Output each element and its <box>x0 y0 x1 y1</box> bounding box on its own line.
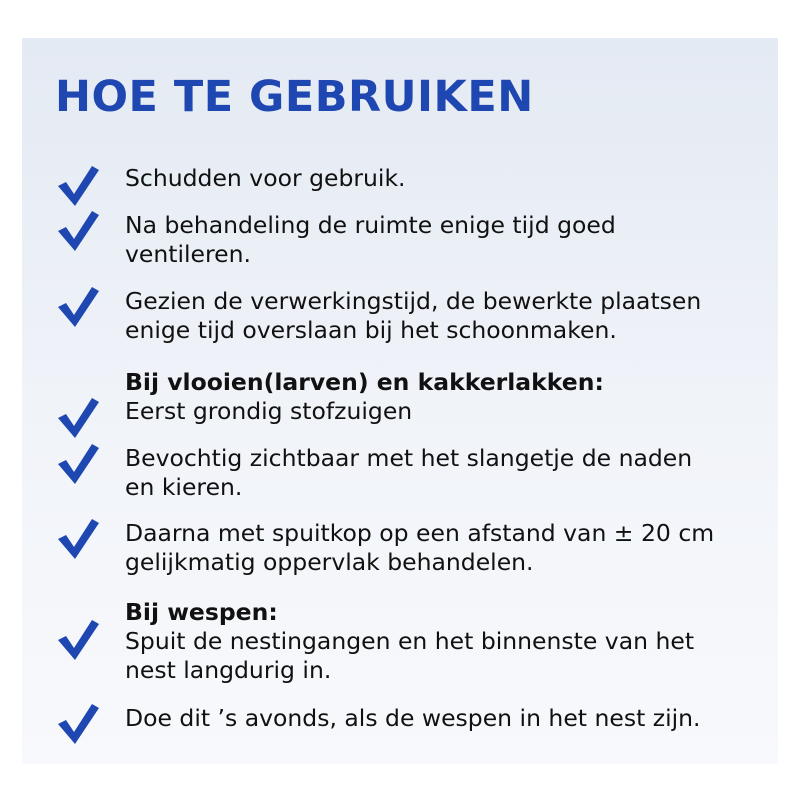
item-text: Gezien de verwerkingstijd, de bewerkte plaatsen <box>125 287 702 315</box>
check-icon <box>56 285 100 329</box>
section-heading: Bij vlooien(larven) en kakkerlakken: <box>125 368 604 396</box>
check-icon <box>56 702 100 746</box>
item-text: Daarna met spuitkop op een afstand van ± 20 cm <box>125 519 715 547</box>
item-text: en kieren. <box>125 473 243 501</box>
check-icon <box>56 517 100 561</box>
check-icon <box>56 396 100 440</box>
item-text: Spuit de nestingangen en het binnenste van het <box>125 627 695 655</box>
item-text: Na behandeling de ruimte enige tijd goed <box>125 211 616 239</box>
check-icon <box>56 164 100 208</box>
item-text: Bevochtig zichtbaar met het slangetje de naden <box>125 444 693 472</box>
check-icon <box>56 209 100 253</box>
item-text: Doe dit ’s avonds, als de wespen in het nest zijn. <box>125 704 701 732</box>
check-icon <box>56 442 100 486</box>
page-title: HOE TE GEBRUIKEN <box>55 72 534 122</box>
section-heading: Bij wespen: <box>125 598 278 626</box>
item-text: gelijkmatig oppervlak behandelen. <box>125 548 534 576</box>
item-text: enige tijd overslaan bij het schoonmaken. <box>125 316 617 344</box>
item-text: nest langdurig in. <box>125 656 332 684</box>
check-icon <box>56 618 100 662</box>
item-text: Eerst grondig stofzuigen <box>125 397 413 425</box>
item-text: ventileren. <box>125 240 251 268</box>
item-text: Schudden voor gebruik. <box>125 164 406 192</box>
